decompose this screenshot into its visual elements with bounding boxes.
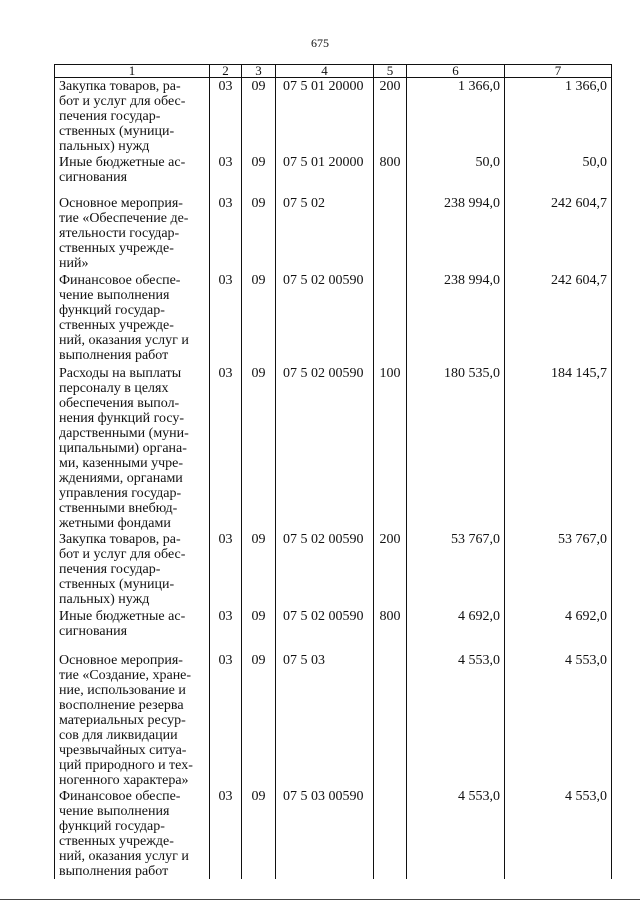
header-row [55, 65, 612, 78]
subsection-code: 09 [242, 154, 276, 195]
column-header: 1 [55, 65, 210, 78]
target-article-code: 07 5 02 00590 [276, 272, 374, 365]
row-description: Финансовое обеспе- чение выполнения функций государ- ственных учрежде- ний, оказания услуг и выполнения работ [59, 789, 189, 879]
expense-type-code [374, 652, 407, 788]
row-description: Расходы на выплаты персоналу в целях обеспечения выпол- нения функций госу- дарственными (муни- ципальными) органа- ми, казенными учре- ждениями, органами управления государ- ственными внебюд- жетными фондами [59, 366, 189, 531]
section-code: 03 [210, 154, 242, 195]
table-row [55, 195, 612, 272]
amount-col6: 1 366,0 [407, 78, 505, 155]
amount-col7: 1 366,0 [505, 78, 612, 155]
subsection-code: 09 [242, 195, 276, 272]
target-article-code: 07 5 01 20000 [276, 78, 374, 155]
amount-col6: 4 553,0 [407, 652, 505, 788]
column-header: 4 [276, 65, 374, 78]
subsection-code: 09 [242, 365, 276, 531]
target-article-code: 07 5 02 00590 [276, 531, 374, 608]
budget-table [54, 64, 612, 879]
amount-col6: 50,0 [407, 154, 505, 195]
section-code: 03 [210, 652, 242, 788]
section-code: 03 [210, 788, 242, 879]
amount-col7: 4 692,0 [505, 608, 612, 652]
section-code: 03 [210, 365, 242, 531]
column-header: 5 [374, 65, 407, 78]
subsection-code: 09 [242, 78, 276, 155]
section-code: 03 [210, 195, 242, 272]
row-description: Основное мероприя- тие «Обеспечение де- ятельности государ- ственных учрежде- ний» [59, 196, 189, 271]
amount-col6: 180 535,0 [407, 365, 505, 531]
table-row [55, 531, 612, 608]
expense-type-code: 200 [374, 78, 407, 155]
subsection-code: 09 [242, 652, 276, 788]
section-code: 03 [210, 78, 242, 155]
amount-col7: 4 553,0 [505, 788, 612, 879]
table-row [55, 154, 612, 195]
table-row [55, 78, 612, 155]
row-description: Закупка товаров, ра- бот и услуг для обес- печения государ- ственных (муници- пальных) нужд [59, 532, 186, 607]
page-number: 675 [311, 36, 329, 50]
column-header: 7 [505, 65, 612, 78]
expense-type-code [374, 272, 407, 365]
subsection-code: 09 [242, 272, 276, 365]
row-description: Иные бюджетные ас- сигнования [59, 155, 186, 185]
subsection-code: 09 [242, 608, 276, 652]
expense-type-code: 100 [374, 365, 407, 531]
row-description: Иные бюджетные ас- сигнования [59, 609, 186, 639]
section-code: 03 [210, 608, 242, 652]
expense-type-code [374, 788, 407, 879]
expense-type-code: 800 [374, 154, 407, 195]
target-article-code: 07 5 02 00590 [276, 365, 374, 531]
expense-type-code: 200 [374, 531, 407, 608]
amount-col7: 242 604,7 [505, 195, 612, 272]
subsection-code: 09 [242, 531, 276, 608]
row-description: Финансовое обеспе- чение выполнения функций государ- ственных учрежде- ний, оказания услуг и выполнения работ [59, 273, 189, 363]
amount-col6: 238 994,0 [407, 272, 505, 365]
expense-type-code [374, 195, 407, 272]
amount-col7: 242 604,7 [505, 272, 612, 365]
amount-col6: 238 994,0 [407, 195, 505, 272]
amount-col6: 4 553,0 [407, 788, 505, 879]
page-bottom-edge [0, 899, 640, 900]
table-row [55, 365, 612, 531]
target-article-code: 07 5 02 00590 [276, 608, 374, 652]
target-article-code: 07 5 03 00590 [276, 788, 374, 879]
table-row [55, 272, 612, 365]
row-description: Основное мероприя- тие «Создание, хране- ние, использование и восполнение резерва материальных ресур- сов для ликвидации чрезвычайных ситуа- ций природного и тех- ногенного характера» [59, 653, 193, 788]
column-header: 3 [242, 65, 276, 78]
amount-col7: 4 553,0 [505, 652, 612, 788]
section-code: 03 [210, 272, 242, 365]
table-row [55, 652, 612, 788]
section-code: 03 [210, 531, 242, 608]
target-article-code: 07 5 03 [276, 652, 374, 788]
amount-col6: 53 767,0 [407, 531, 505, 608]
column-header: 2 [210, 65, 242, 78]
amount-col7: 184 145,7 [505, 365, 612, 531]
amount-col7: 50,0 [505, 154, 612, 195]
expense-type-code: 800 [374, 608, 407, 652]
table-row [55, 788, 612, 879]
amount-col7: 53 767,0 [505, 531, 612, 608]
row-description: Закупка товаров, ра- бот и услуг для обес- печения государ- ственных (муници- пальных) нужд [59, 79, 186, 154]
amount-col6: 4 692,0 [407, 608, 505, 652]
target-article-code: 07 5 01 20000 [276, 154, 374, 195]
column-header: 6 [407, 65, 505, 78]
target-article-code: 07 5 02 [276, 195, 374, 272]
table-row [55, 608, 612, 652]
subsection-code: 09 [242, 788, 276, 879]
